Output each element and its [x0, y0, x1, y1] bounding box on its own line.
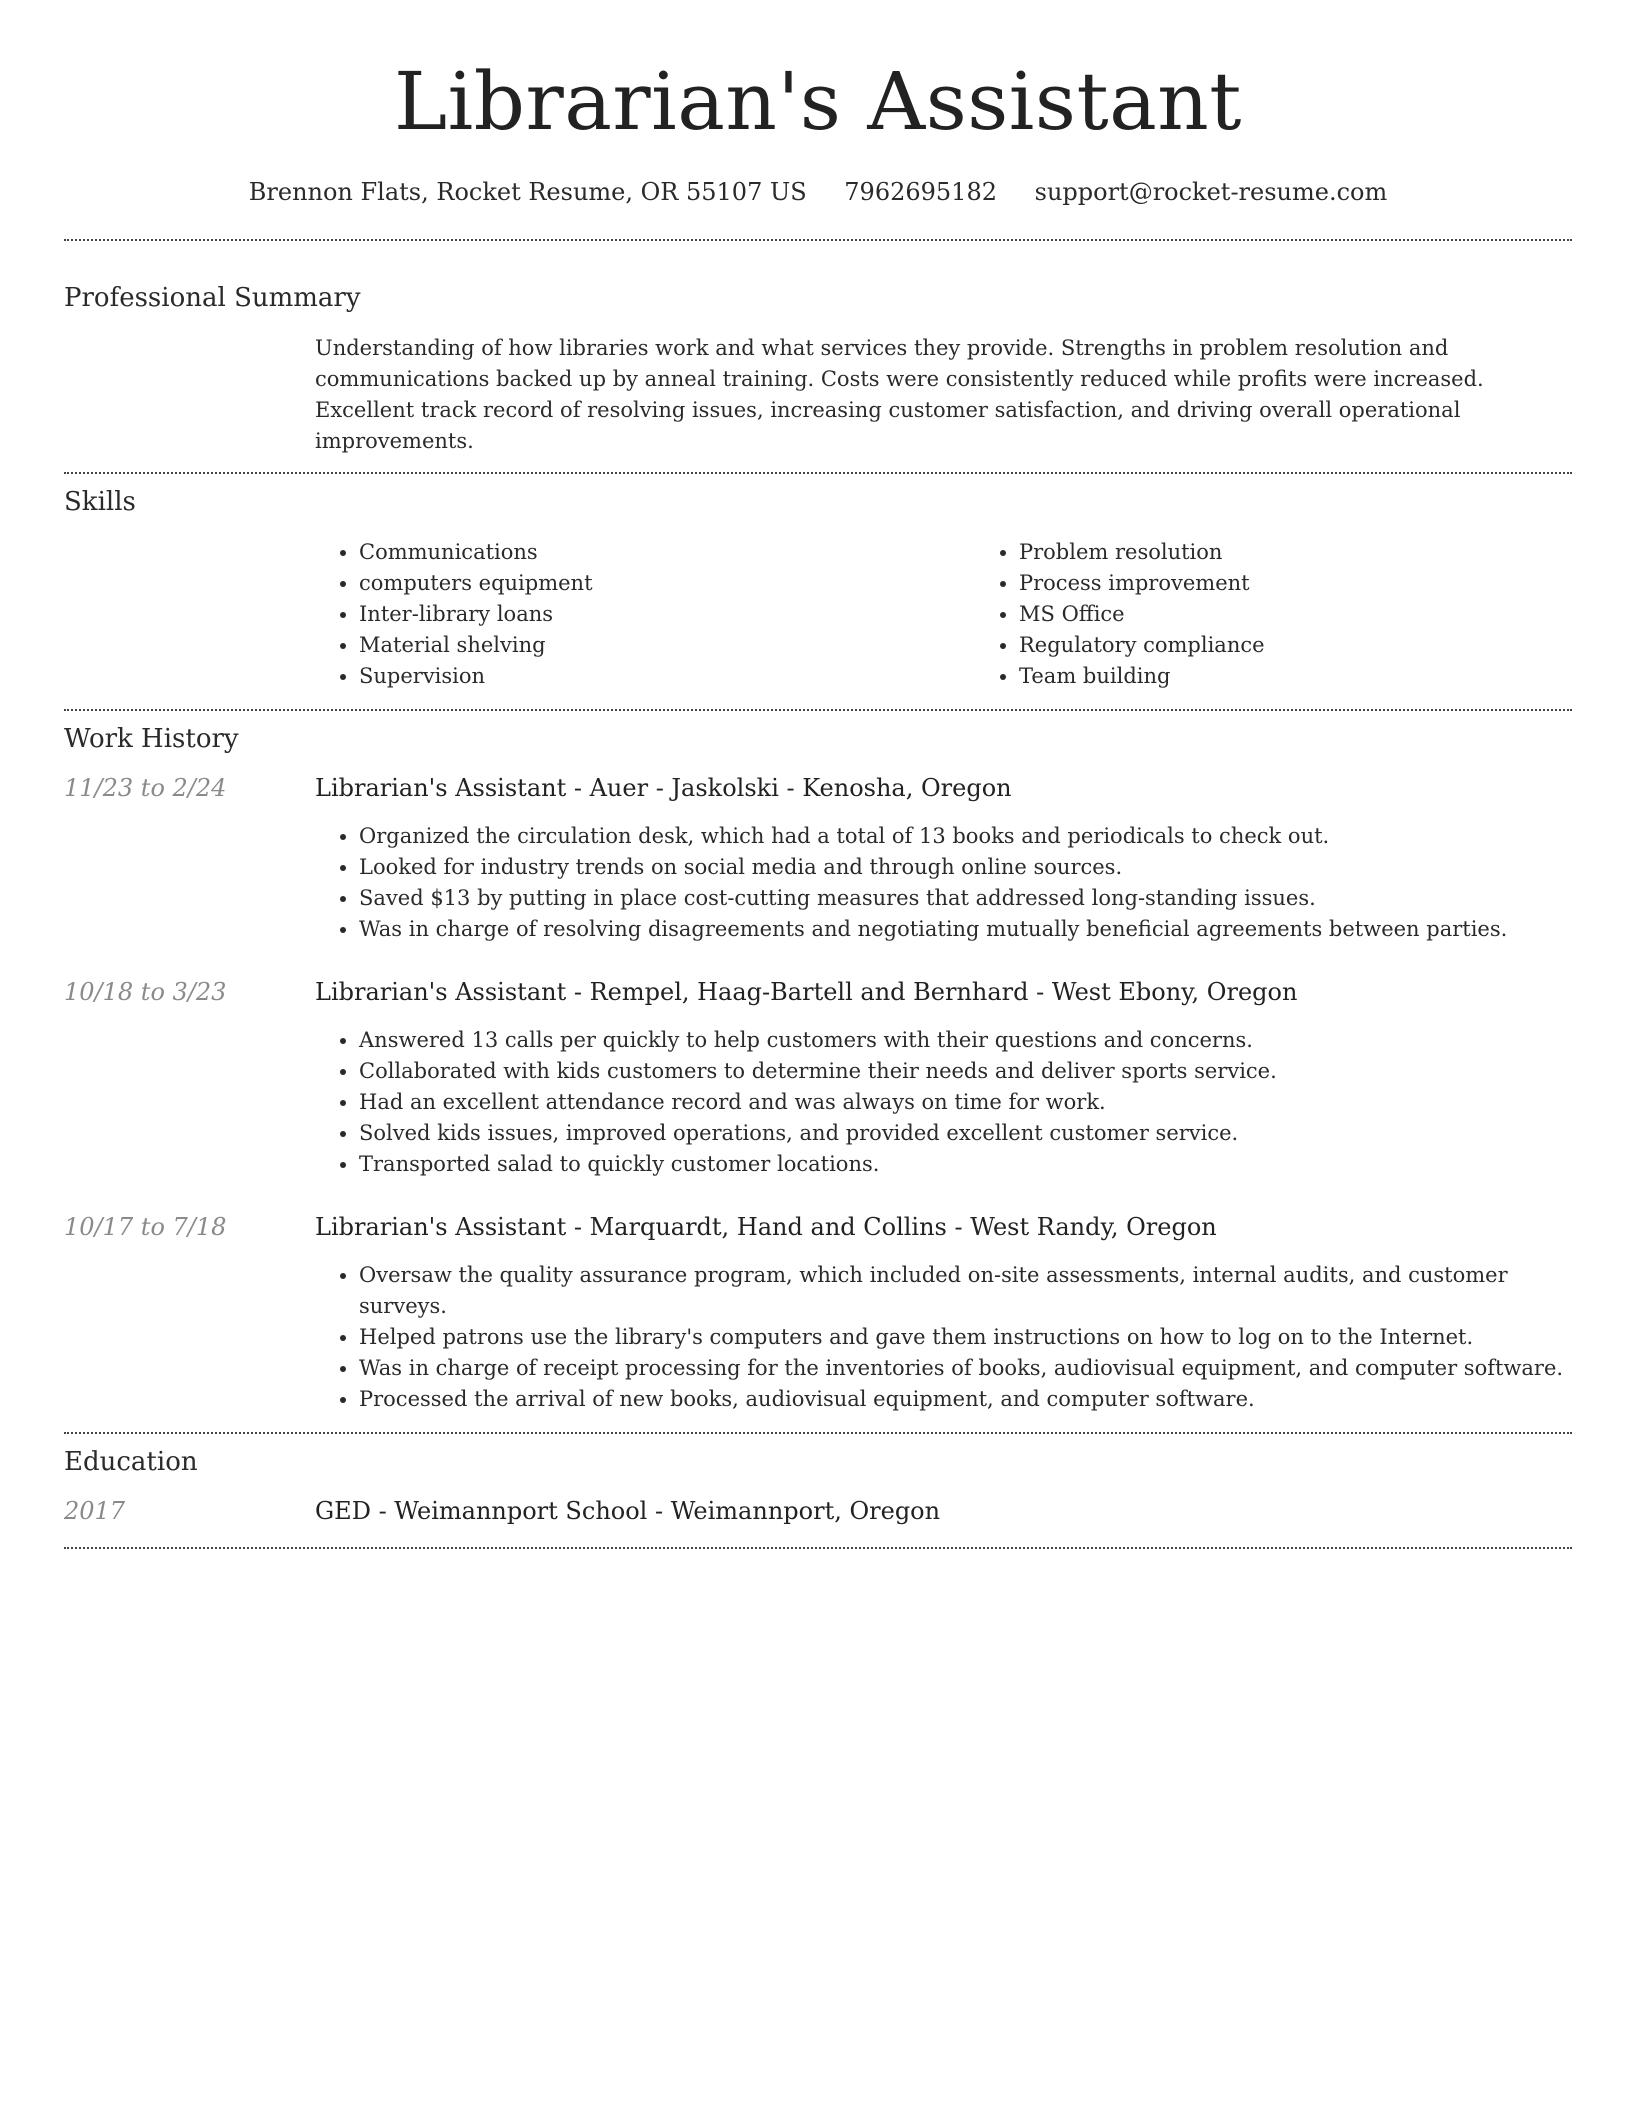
divider — [64, 239, 1572, 241]
education-section — [64, 1445, 1572, 1527]
contact-line — [64, 176, 1572, 208]
divider — [64, 1547, 1572, 1549]
job-bullets — [315, 1025, 1572, 1180]
summary-section — [64, 281, 1572, 457]
skill-item: • Communications — [359, 537, 975, 568]
work-heading: Work History — [64, 724, 239, 754]
skills-list-left — [315, 537, 975, 692]
skill-item: • Team building — [1019, 661, 1632, 692]
skills-section — [64, 485, 1572, 692]
job-dates: 10/18 to 3/23 — [64, 978, 227, 1006]
skill-item: • MS Office — [1019, 599, 1632, 630]
resume-page — [64, 0, 1572, 1549]
job-bullet: • Was in charge of resolving disagreements and negotiating mutually beneficial agreements between parties. — [359, 914, 1572, 945]
skill-item: • Problem resolution — [1019, 537, 1632, 568]
job-spacer — [64, 1260, 315, 1415]
job-bullet: • Transported salad to quickly customer locations. — [359, 1149, 1572, 1180]
job-spacer — [64, 1025, 315, 1180]
job-spacer — [64, 821, 315, 945]
divider — [64, 472, 1572, 474]
skills-spacer — [64, 537, 315, 692]
contact-phone: 7962695182 — [844, 178, 997, 206]
skill-item: • Material shelving — [359, 630, 975, 661]
job-entry — [64, 976, 1572, 1180]
education-detail: GED - Weimannport School - Weimannport, Oregon — [315, 1497, 941, 1525]
education-heading: Education — [64, 1447, 198, 1477]
summary-heading: Professional Summary — [64, 283, 361, 313]
job-bullet: • Saved $13 by putting in place cost-cutting measures that addressed long-standing issues. — [359, 883, 1572, 914]
skill-item: • Inter-library loans — [359, 599, 975, 630]
job-bullet: • Solved kids issues, improved operations, and provided excellent customer service. — [359, 1118, 1572, 1149]
work-section — [64, 722, 1572, 1415]
job-bullet: • Processed the arrival of new books, audiovisual equipment, and computer software. — [359, 1384, 1572, 1415]
job-bullet: • Oversaw the quality assurance program, which included on-site assessments, internal audits, and customer surveys. — [359, 1260, 1572, 1322]
job-dates: 11/23 to 2/24 — [64, 774, 227, 802]
resume-title: Librarian's Assistant — [394, 55, 1242, 148]
job-bullet: • Answered 13 calls per quickly to help customers with their questions and concerns. — [359, 1025, 1572, 1056]
job-bullets — [315, 1260, 1572, 1415]
job-bullet: • Looked for industry trends on social media and through online sources. — [359, 852, 1572, 883]
job-title: Librarian's Assistant - Rempel, Haag-Bartell and Bernhard - West Ebony, Oregon — [315, 978, 1298, 1006]
skills-heading: Skills — [64, 487, 136, 517]
skill-item: • Supervision — [359, 661, 975, 692]
job-bullet: • Helped patrons use the library's computers and gave them instructions on how to log on to the Internet. — [359, 1322, 1572, 1353]
job-bullet: • Had an excellent attendance record and was always on time for work. — [359, 1087, 1572, 1118]
summary-spacer — [64, 333, 315, 457]
contact-email: support@rocket-resume.com — [1034, 178, 1388, 206]
job-bullet: • Was in charge of receipt processing for the inventories of books, audiovisual equipment, and computer software. — [359, 1353, 1572, 1384]
contact-address: Brennon Flats, Rocket Resume, OR 55107 US — [248, 178, 807, 206]
summary-text: Understanding of how libraries work and what services they provide. Strengths in problem resolution and communications backed up by anneal training. Costs were consistently reduced while profits were increased. Excellent track record of resolving issues, increasing customer satisfaction, and driving overall operational improvements. — [315, 336, 1484, 453]
skill-item: • computers equipment — [359, 568, 975, 599]
divider — [64, 1432, 1572, 1434]
divider — [64, 709, 1572, 711]
skill-item: • Regulatory compliance — [1019, 630, 1632, 661]
job-dates: 10/17 to 7/18 — [64, 1213, 227, 1241]
job-title: Librarian's Assistant - Auer - Jaskolski - Kenosha, Oregon — [315, 774, 1012, 802]
job-bullet: • Collaborated with kids customers to determine their needs and deliver sports service. — [359, 1056, 1572, 1087]
skill-item: • Process improvement — [1019, 568, 1632, 599]
education-year: 2017 — [64, 1497, 126, 1525]
job-title: Librarian's Assistant - Marquardt, Hand and Collins - West Randy, Oregon — [315, 1213, 1217, 1241]
skills-list-right — [975, 537, 1632, 692]
job-entry — [64, 772, 1572, 945]
job-entry — [64, 1211, 1572, 1415]
job-bullets — [315, 821, 1572, 945]
job-bullet: • Organized the circulation desk, which had a total of 13 books and periodicals to check out. — [359, 821, 1572, 852]
